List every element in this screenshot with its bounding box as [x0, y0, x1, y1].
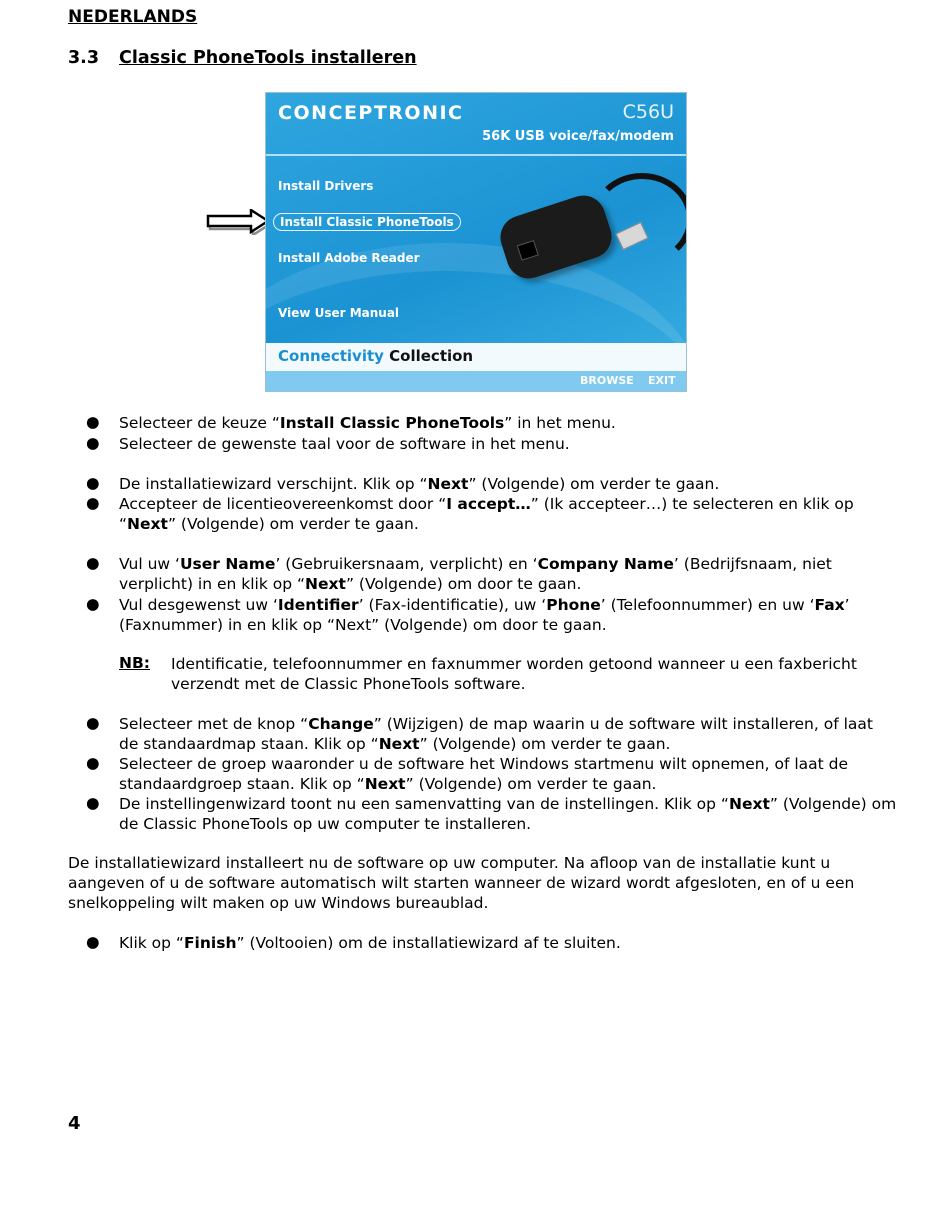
- bullet: ●: [86, 434, 100, 452]
- pointer-arrow-icon: [206, 209, 272, 235]
- step-text: Selecteer de keuze “Install Classic PhoneTools” in het menu.: [119, 414, 616, 432]
- menu-install-phonetools[interactable]: Install Classic PhoneTools: [273, 213, 461, 231]
- header-divider: [266, 154, 686, 156]
- modem-device-icon: [495, 190, 617, 284]
- step-text: De instellingenwizard toont nu een samenvatting van de instellingen. Klik op “Next” (Volgende) om de Classic PhoneTools op uw computer te installeren.: [119, 795, 897, 833]
- summary-paragraph: De installatiewizard installeert nu de software op uw computer. Na afloop van de installatie kunt u aangeven of u de software automatisch wilt starten wanneer de wizard wordt afgesloten, en of u een snelkoppeling wilt maken op uw Windows bureaublad.: [68, 854, 855, 912]
- collection-word-a: Connectivity: [278, 347, 384, 365]
- note-label: NB:: [119, 654, 150, 672]
- bullet: ●: [86, 494, 100, 512]
- bullet: ●: [86, 474, 100, 492]
- menu-view-user-manual[interactable]: View User Manual: [278, 306, 400, 320]
- bullet: ●: [86, 554, 100, 572]
- language-heading: NEDERLANDS: [68, 7, 198, 27]
- section-number: 3.3: [68, 48, 100, 68]
- step-text: Selecteer met de knop “Change” (Wijzigen) de map waarin u de software wilt installeren, of laat de standaardmap staan. Klik op “Next” (Volgende) om verder te gaan.: [119, 715, 873, 753]
- page-number: 4: [68, 1113, 81, 1134]
- menu-install-adobe-reader[interactable]: Install Adobe Reader: [278, 251, 420, 265]
- collection-logo: [278, 347, 473, 365]
- step-text: Vul uw ‘User Name’ (Gebruikersnaam, verplicht) en ‘Company Name’ (Bedrijfsnaam, niet verplicht) in en klik op “Next” (Volgende) om door te gaan.: [119, 555, 832, 593]
- phone-jack-icon: [517, 240, 539, 261]
- product-subtitle: 56K USB voice/fax/modem: [482, 129, 674, 144]
- bullet: ●: [86, 595, 100, 613]
- bullet: ●: [86, 794, 100, 812]
- brand-logo: CONCEPTRONIC: [278, 102, 464, 124]
- section-heading: [68, 48, 417, 68]
- step-text: Vul desgewenst uw ‘Identifier’ (Fax-identificatie), uw ‘Phone’ (Telefoonnummer) en uw ‘Fax’ (Faxnummer) in en klik op “Next” (Volgende) om door te gaan.: [119, 596, 850, 634]
- step-text: Selecteer de gewenste taal voor de software in het menu.: [119, 435, 570, 453]
- bullet: ●: [86, 933, 100, 951]
- step-text: Klik op “Finish” (Voltooien) om de installatiewizard af te sluiten.: [119, 934, 621, 952]
- model-label: C56U: [622, 101, 674, 123]
- browse-button[interactable]: BROWSE: [580, 374, 634, 387]
- section-title: Classic PhoneTools installeren: [119, 48, 417, 68]
- note-text: Identificatie, telefoonnummer en faxnummer worden getoond wanneer u een faxbericht verzendt met de Classic PhoneTools software.: [171, 655, 857, 693]
- step-text: Selecteer de groep waaronder u de software het Windows startmenu wilt opnemen, of laat de standaardgroep staan. Klik op “Next” (Volgende) om verder te gaan.: [119, 755, 849, 793]
- bullet: ●: [86, 754, 100, 772]
- bullet: ●: [86, 714, 100, 732]
- collection-word-b: Collection: [389, 347, 474, 365]
- bullet: ●: [86, 413, 100, 431]
- step-text: Accepteer de licentieovereenkomst door “I accept…” (Ik accepteer…) te selecteren en klik op “Next” (Volgende) om verder te gaan.: [119, 495, 854, 533]
- step-text: De installatiewizard verschijnt. Klik op “Next” (Volgende) om verder te gaan.: [119, 475, 720, 493]
- exit-button[interactable]: EXIT: [648, 374, 676, 387]
- menu-install-drivers[interactable]: Install Drivers: [278, 179, 374, 193]
- installer-screenshot: [265, 92, 687, 392]
